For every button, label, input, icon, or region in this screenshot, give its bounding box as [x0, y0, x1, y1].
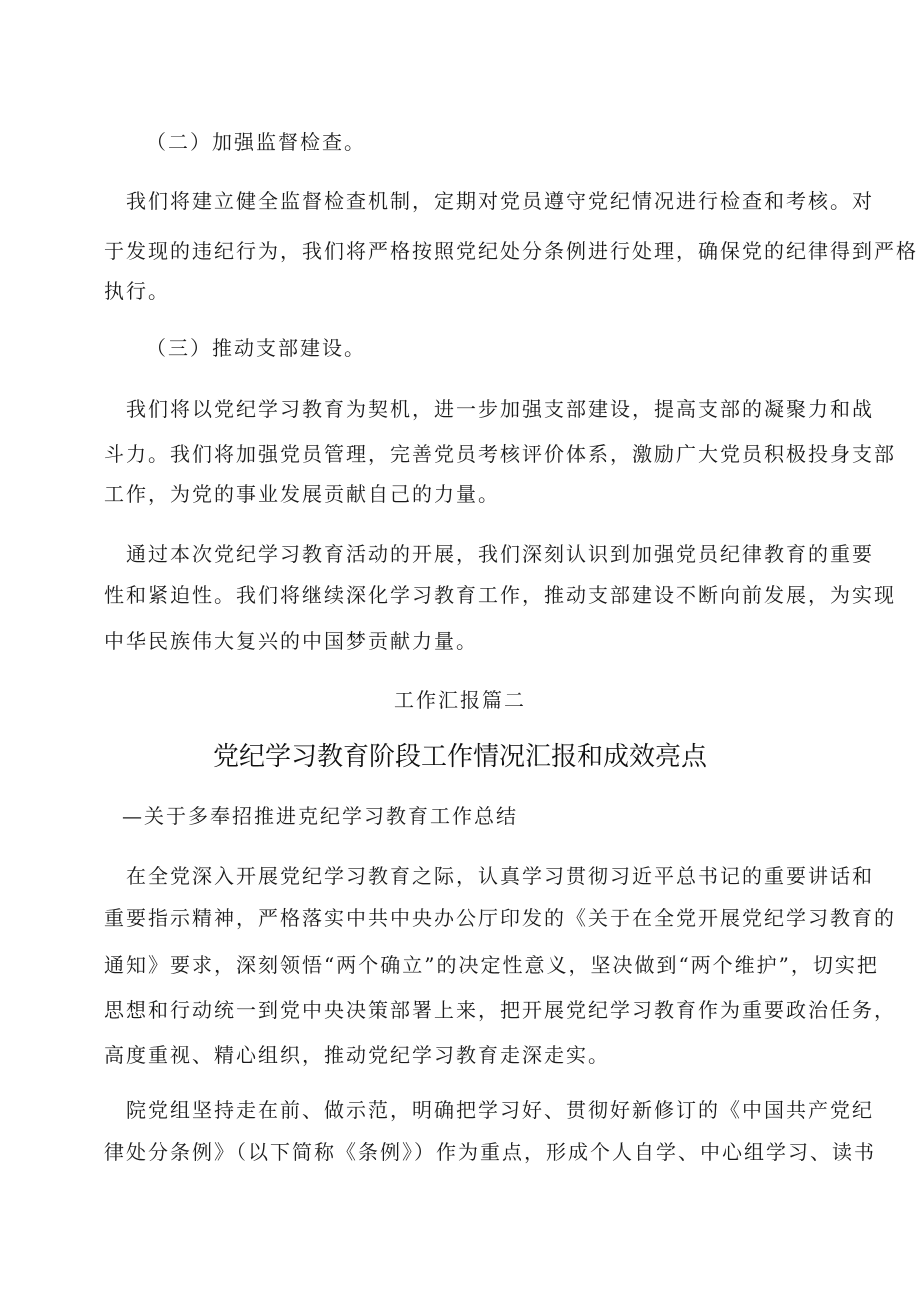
paragraph-line: 通过本次党纪学习教育活动的开展，我们深刻认识到加强党员纪律教育的重要: [126, 542, 874, 566]
paragraph-line: 我们将建立健全监督检查机制，定期对党员遵守党纪情况进行检查和考核。对: [126, 189, 874, 213]
paragraph-line: 院党组坚持走在前、做示范，明确把学习好、贯彻好新修订的《中国共产党纪: [126, 1098, 874, 1122]
paragraph-line: 执行。: [104, 279, 170, 303]
page-title: 党纪学习教育阶段工作情况汇报和成效亮点: [212, 742, 707, 772]
paragraph-line: 于发现的违纪行为，我们将严格按照党纪处分条例进行处理，确保党的纪律得到严格: [104, 239, 918, 263]
paragraph-line: 在全党深入开展党纪学习教育之际，认真学习贯彻习近平总书记的重要讲话和: [126, 864, 874, 888]
paragraph-line: 律处分条例》（以下简称《条例》）作为重点，形成个人自学、中心组学习、读书: [104, 1140, 876, 1164]
paragraph-line: 重要指示精神，严格落实中共中央办公厅印发的《关于在全党开展党纪学习教育的: [104, 906, 896, 930]
paragraph-line: 通知》要求，深刻领悟“两个确立”的决定性意义，坚决做到“两个维护”，切实把: [104, 953, 879, 977]
page-subtitle: —关于多奉招推进克纪学习教育工作总结: [122, 804, 518, 828]
part-label: 工作汇报篇二: [394, 688, 526, 712]
section-heading-branch: （三）推动支部建设。: [146, 336, 366, 360]
paragraph-line: 斗力。我们将加强党员管理，完善党员考核评价体系，激励广大党员积极投身支部: [104, 442, 896, 466]
paragraph-line: 性和紧迫性。我们将继续深化学习教育工作，推动支部建设不断向前发展，为实现: [104, 583, 896, 607]
paragraph-line: 思想和行动统一到党中央决策部署上来，把开展党纪学习教育作为重要政治任务，: [104, 998, 896, 1022]
paragraph-line: 中华民族伟大复兴的中国梦贡献力量。: [104, 629, 478, 653]
paragraph-line: 高度重视、精心组织，推动党纪学习教育走深走实。: [104, 1043, 610, 1067]
paragraph-line: 工作，为党的事业发展贡献自己的力量。: [104, 482, 500, 506]
paragraph-line: 我们将以党纪学习教育为契机，进一步加强支部建设，提高支部的凝聚力和战: [126, 397, 874, 421]
section-heading-supervision: （二）加强监督检查。: [146, 130, 366, 154]
